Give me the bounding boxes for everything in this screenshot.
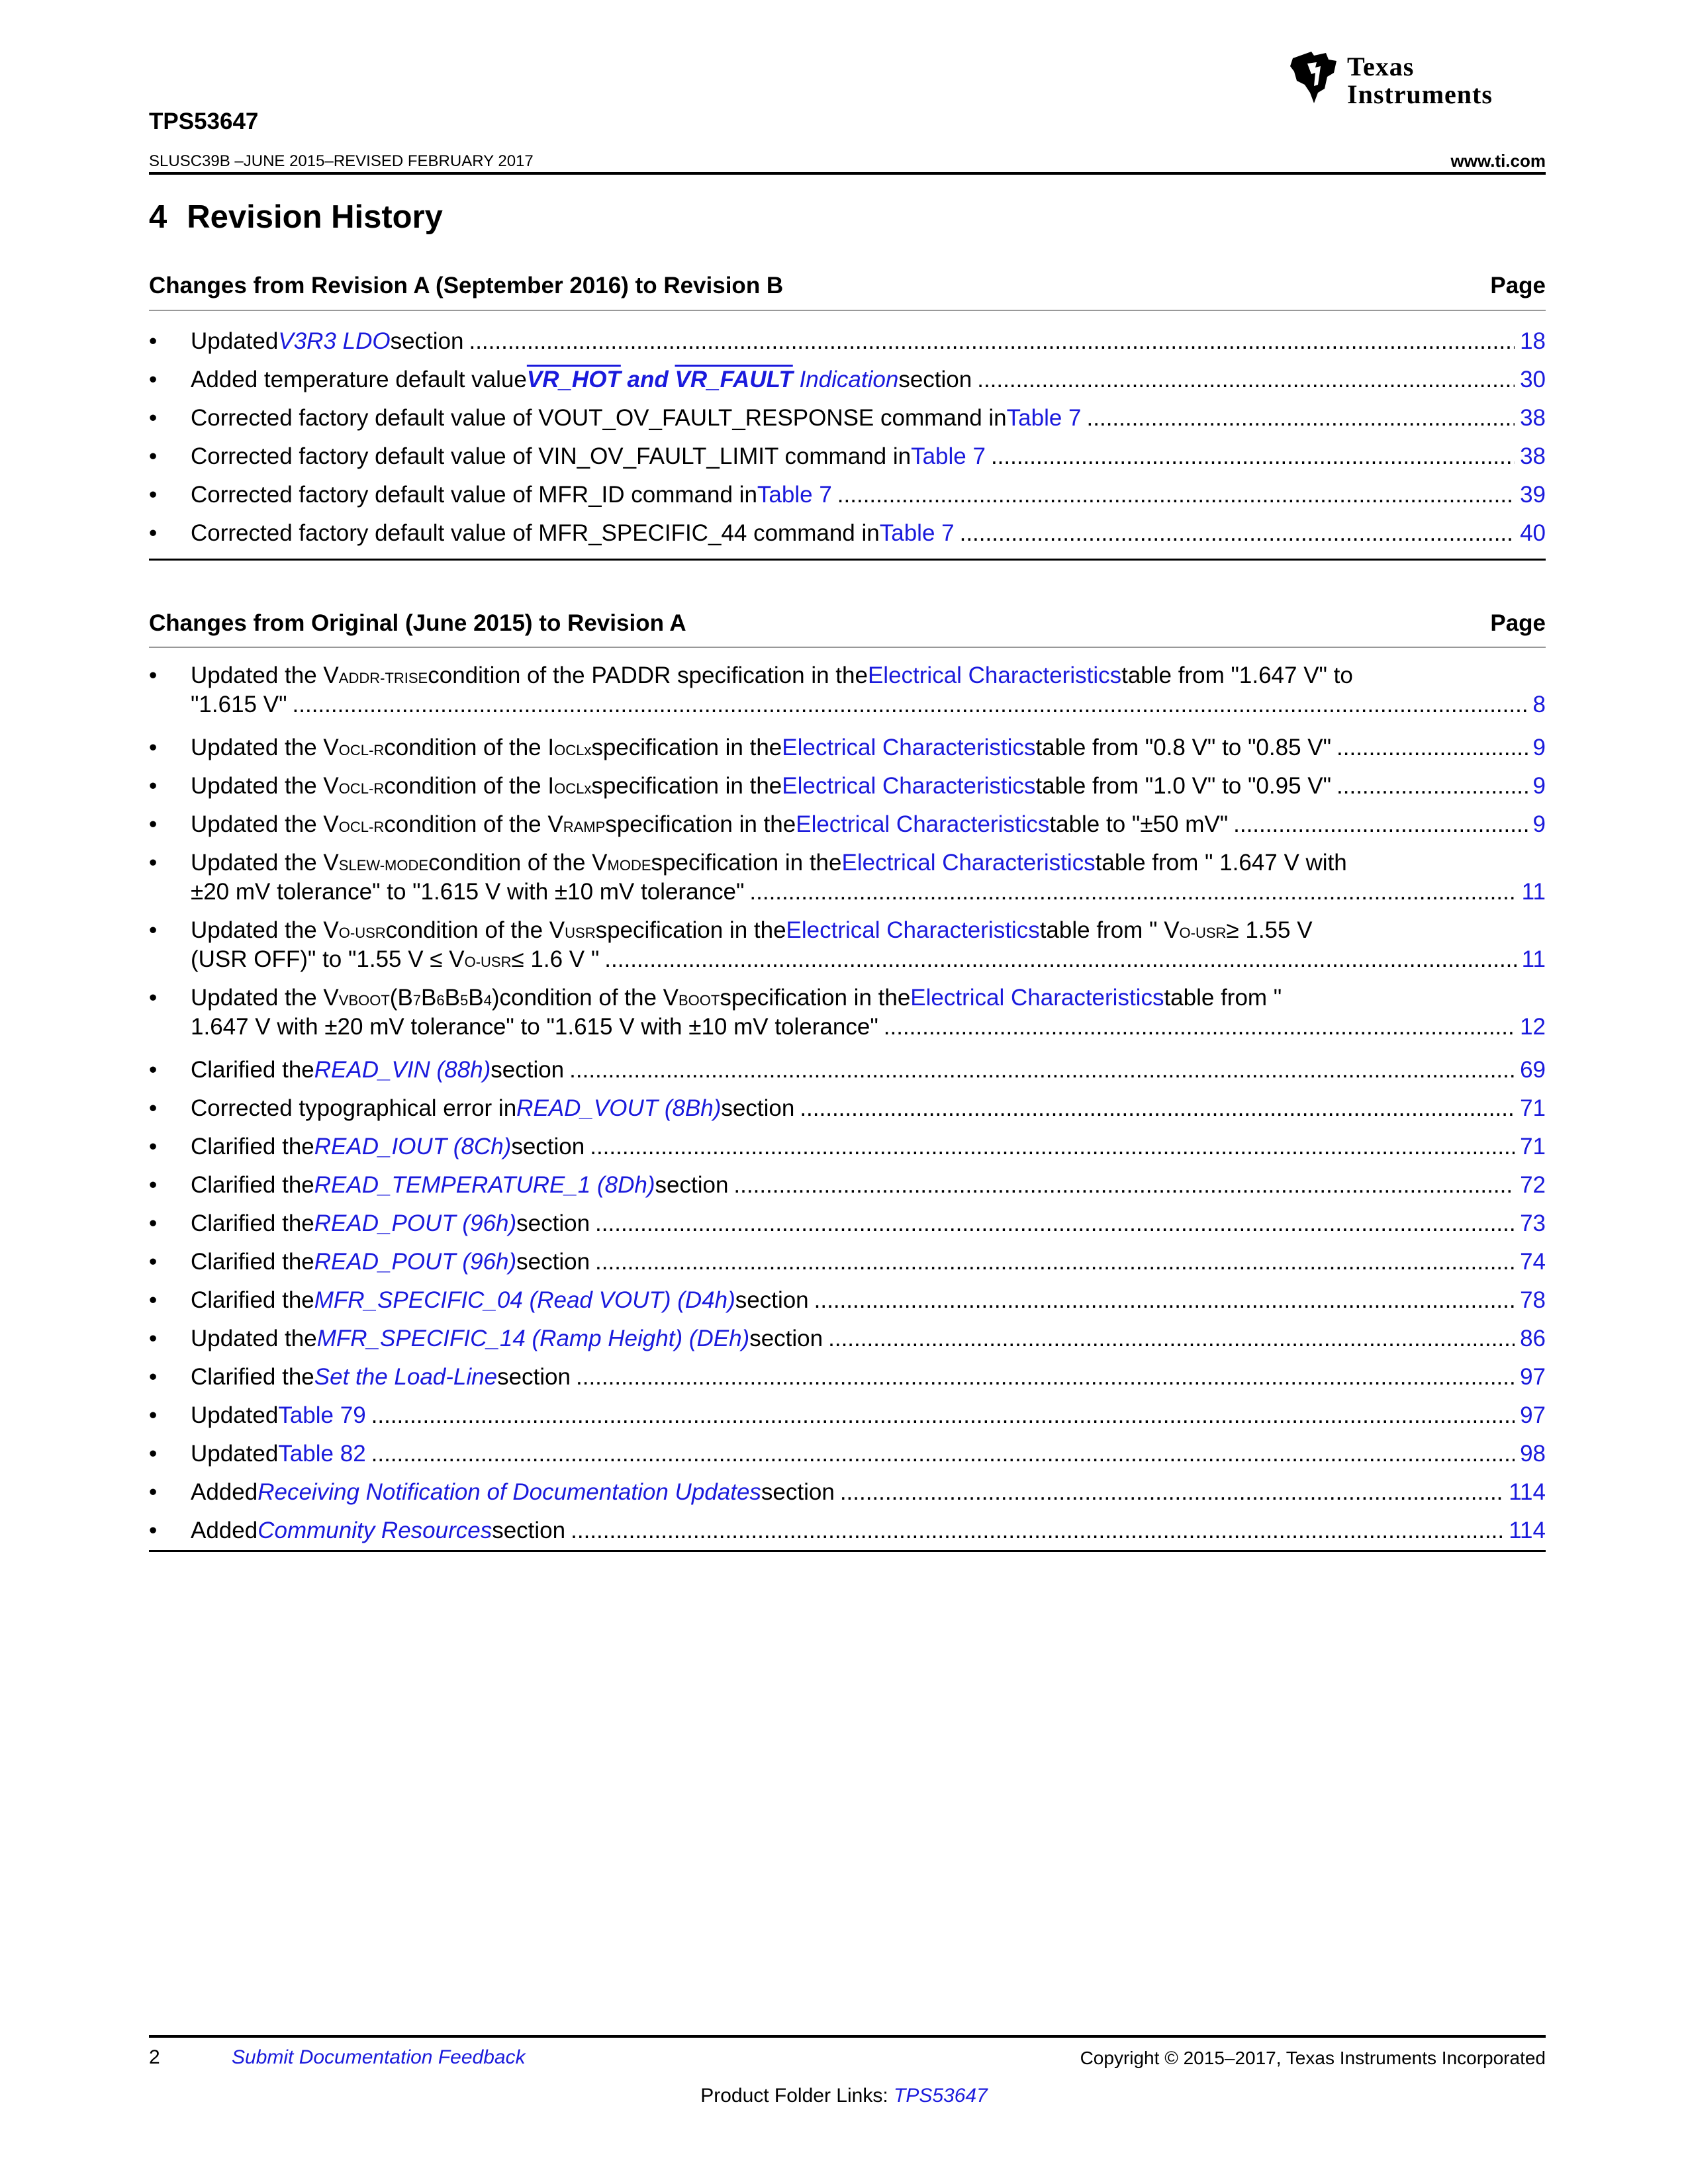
item-text: Clarified the [191,1249,314,1275]
bullet: • [149,735,158,760]
item-text: table to "±50 mV" [1049,811,1229,837]
item-text: Clarified the [191,1057,314,1083]
changes-b-page-label: Page [1490,273,1546,298]
item-text: section [497,1364,571,1390]
page-link[interactable]: 114 [1509,1518,1546,1543]
item-text: specification in the [595,917,786,943]
page-link[interactable]: 72 [1520,1172,1546,1198]
item-text: ±20 mV tolerance" to "1.615 V with ±10 mV tolerance" [191,879,745,905]
list-item [149,1243,1546,1281]
bullet: • [149,1326,158,1351]
item-link-part: VR_FAULT [675,367,793,392]
list-item [149,399,1546,437]
item-text: Clarified the [191,1172,314,1198]
list-item [149,1128,1546,1166]
item-text: section [516,1249,590,1275]
list-item [149,1089,1546,1128]
ti-logo [1288,46,1546,113]
item-text: condition of the PADDR specification in the [428,662,868,688]
list-item [149,1051,1546,1089]
changes-b-list [149,322,1546,553]
item-text: section [511,1134,585,1160]
item-link[interactable] [527,361,898,399]
item-text: Added temperature default value [191,367,527,392]
list-item [149,1358,1546,1396]
item-text: Added [191,1479,258,1505]
item-text: Updated [191,1441,279,1467]
bullet: • [149,1134,158,1160]
list-item: • Updated the V ADDR-TRISE condition of the PADDR specification in the Electrical Characteristics table from "1.647 V" to "1.615 V" ..... 8 [149,661,1546,719]
product-folder-links [0,2085,1688,2107]
list-item: • Updated the V SLEW-MODE condition of the V MODE specification in the Electrical Characteristics table from " 1.647 V with ±20 mV tolerance" to "1.615 V with ±10 mV tolerance" ..... 11 [149,848,1546,907]
item-text: table from " [1164,985,1282,1011]
item-link-part: and [620,367,675,392]
item-text: B [444,985,461,1011]
item-text: specification in the [605,811,796,837]
list-item [149,361,1546,399]
revision-line: SLUSC39B –JUNE 2015–REVISED FEBRUARY 2017 [149,152,534,170]
page-link[interactable]: 11 [1521,946,1546,972]
list-item: • Updated the V OCL-R condition of the I OCLx specification in the Electrical Characteristics table from "0.8 V" to "0.85 V" ..... 9 [149,729,1546,767]
list-item [149,1320,1546,1358]
item-link[interactable]: Table 7 [911,443,986,469]
bullet: • [149,1172,158,1198]
item-text: Clarified the [191,1134,314,1160]
item-link[interactable]: MFR_SPECIFIC_04 (Read VOUT) (D4h) [314,1287,735,1313]
list-item [149,1435,1546,1473]
item-link[interactable]: Set the Load-Line [314,1364,498,1390]
changes-b-heading [149,273,1546,299]
list-item [149,476,1546,514]
list-item [149,1396,1546,1435]
document-id: TPS53647 [149,109,259,134]
item-text: Updated the V [191,735,339,760]
item-text: table from " 1.647 V with [1095,850,1347,876]
list-item [149,437,1546,476]
item-link[interactable]: Table 7 [757,482,832,508]
item-text: Updated the V [191,811,339,837]
item-link[interactable]: Receiving Notification of Documentation Updates [258,1479,761,1505]
page-link[interactable]: 114 [1509,1479,1546,1505]
bullet: • [149,1441,158,1467]
item-text: Updated the V [191,662,339,688]
list-item [149,1205,1546,1243]
item-text: Corrected factory default value of MFR_SPECIFIC_44 command in [191,520,880,546]
section-title-text: Revision History [187,199,443,235]
item-text: Clarified the [191,1210,314,1236]
item-text: section [898,367,972,392]
item-text: condition of the I [384,735,555,760]
list-item [149,1473,1546,1512]
page-link[interactable]: 30 [1520,367,1546,392]
item-link[interactable]: Table 82 [278,1441,366,1467]
item-text: ≤ 1.6 V " [511,946,600,972]
list-item [149,1281,1546,1320]
bullet: • [149,917,158,943]
item-text: condition of the V [385,917,565,943]
bullet: • [149,443,158,469]
page-link[interactable]: 71 [1520,1134,1546,1160]
ti-logo-text [1347,53,1493,109]
item-text: section [655,1172,729,1198]
item-text: Corrected factory default value of MFR_ID command in [191,482,757,508]
item-text: Added [191,1518,258,1543]
list-item [149,1166,1546,1205]
item-text: Updated the V [191,850,339,876]
electrical-characteristics-link[interactable]: Electrical Characteristics [782,773,1036,799]
bullet: • [149,850,158,876]
page-link[interactable]: 40 [1520,520,1546,546]
page-link[interactable]: 39 [1520,482,1546,508]
website-link[interactable]: www.ti.com [1450,151,1546,171]
item-text: section [491,1057,565,1083]
page-link[interactable]: 78 [1520,1287,1546,1313]
changes-a-heading [149,610,1546,637]
item-text: B [421,985,437,1011]
list-item: • Updated the V O-USR condition of the V USR specification in the Electrical Characteristics table from " V O-USR ≥ 1.55 V (USR OFF)" to "1.55 V ≤ V O-USR ≤ 1.6 V " ..... 11 [149,916,1546,974]
bullet: • [149,482,158,508]
item-text: condition of the I [384,773,555,799]
list-item: • Updated the V OCL-R condition of the V RAMP specification in the Electrical Characteristics table to "±50 mV" ..... 9 [149,805,1546,844]
header-rule [149,172,1546,175]
item-text: specification in the [651,850,842,876]
list-item [149,1512,1546,1550]
page-link[interactable]: 69 [1520,1057,1546,1083]
page-link[interactable]: 11 [1521,879,1546,905]
page-link[interactable]: 97 [1520,1364,1546,1390]
feedback-link[interactable]: Submit Documentation Feedback [232,2046,526,2068]
page-link[interactable]: 98 [1520,1441,1546,1467]
item-text: specification in the [591,773,782,799]
item-text: (USR OFF)" to "1.55 V ≤ V [191,946,465,972]
bullet: • [149,328,158,354]
list-item [149,322,1546,361]
item-text: table from "1.647 V" to [1121,662,1353,688]
item-text: (B [389,985,413,1011]
item-text: Corrected factory default value of VIN_OV_FAULT_LIMIT command in [191,443,912,469]
bullet: • [149,405,158,431]
item-text: Corrected typographical error in [191,1095,517,1121]
item-text: ) [491,985,500,1011]
page-link[interactable]: 38 [1520,405,1546,431]
item-link[interactable]: Table 7 [1006,405,1082,431]
item-text: 1.647 V with ±20 mV tolerance" to "1.615 V with ±10 mV tolerance" [191,1014,878,1040]
item-text: condition of the V [384,811,563,837]
item-link[interactable]: V3R3 LDO [278,328,391,354]
electrical-characteristics-link[interactable]: Electrical Characteristics [796,811,1050,837]
item-text: section [761,1479,835,1505]
electrical-characteristics-link[interactable]: Electrical Characteristics [841,850,1096,876]
page-link[interactable]: 73 [1520,1210,1546,1236]
item-link-part: Indication [792,367,899,392]
bullet: • [149,1518,158,1543]
item-text: Updated the [191,1326,317,1351]
bullet: • [149,1402,158,1428]
changes-a-page-label: Page [1490,610,1546,636]
bullet: • [149,520,158,546]
product-folder-label: Product Folder Links: [700,2085,894,2107]
item-text: table from "0.8 V" to "0.85 V" [1035,735,1332,760]
changes-a-bottom-rule [149,1550,1546,1552]
page-link[interactable]: 9 [1532,773,1546,799]
item-link[interactable]: Community Resources [258,1518,492,1543]
item-link[interactable]: Table 7 [879,520,955,546]
bullet: • [149,662,158,688]
item-link[interactable]: READ_POUT (96h) [314,1210,517,1236]
item-text: B [468,985,484,1011]
item-text: section [721,1095,795,1121]
item-text: ≥ 1.55 V [1226,917,1313,943]
item-link[interactable]: READ_POUT (96h) [314,1249,517,1275]
bullet: • [149,367,158,392]
footer-rule [149,2035,1546,2038]
electrical-characteristics-link[interactable]: Electrical Characteristics [782,735,1036,760]
item-text: section [390,328,464,354]
electrical-characteristics-link[interactable]: Electrical Characteristics [786,917,1040,943]
item-text: Updated [191,1402,279,1428]
changes-a-heading-text: Changes from Original (June 2015) to Revision A [149,610,686,636]
bullet: • [149,1057,158,1083]
page-link[interactable]: 12 [1520,1014,1546,1040]
item-text: section [516,1210,590,1236]
section-title [149,199,443,236]
changes-b-heading-text: Changes from Revision A (September 2016) to Revision B [149,273,784,298]
page-link[interactable]: 9 [1532,735,1546,760]
product-folder-link[interactable]: TPS53647 [894,2085,988,2107]
bullet: • [149,1210,158,1236]
list-item [149,514,1546,553]
item-text: specification in the [591,735,782,760]
bullet: • [149,1364,158,1390]
item-text: condition of the V [428,850,608,876]
item-text: Clarified the [191,1287,314,1313]
bullet: • [149,1287,158,1313]
bullet: • [149,811,158,837]
item-text: specification in the [720,985,911,1011]
item-link[interactable]: READ_IOUT (8Ch) [314,1134,512,1160]
changes-b-bottom-rule [149,559,1546,561]
electrical-characteristics-link[interactable]: Electrical Characteristics [910,985,1164,1011]
item-link[interactable]: MFR_SPECIFIC_14 (Ramp Height) (DEh) [316,1326,750,1351]
item-text: section [749,1326,823,1351]
bullet: • [149,1095,158,1121]
ti-logo-icon [1288,46,1340,106]
item-text: "1.615 V" [191,692,287,717]
changes-a-top-rule [149,647,1546,648]
item-link[interactable]: Table 79 [278,1402,366,1428]
list-item: • Updated the V VBOOT (B 7 B 6 B 5 B 4 ) condition of the V BOOT specification in the Electrical Characteristics table from " 1.647 V with ±20 mV tolerance" to "1.615 V with ±10 mV tolerance" ..... 12 [149,983,1546,1042]
item-text: Updated the V [191,773,339,799]
item-text: Updated [191,328,279,354]
changes-b-top-rule [149,310,1546,311]
changes-a-list [149,661,1546,1550]
page-link[interactable]: 86 [1520,1326,1546,1351]
page-link[interactable]: 18 [1520,328,1546,354]
item-text: Clarified the [191,1364,314,1390]
electrical-characteristics-link[interactable]: Electrical Characteristics [867,662,1122,688]
page-link[interactable]: 71 [1520,1095,1546,1121]
item-text: table from " V [1039,917,1180,943]
item-text: section [492,1518,566,1543]
item-link[interactable]: READ_VIN (88h) [314,1057,491,1083]
item-link[interactable]: READ_VOUT (8Bh) [516,1095,722,1121]
bullet: • [149,1249,158,1275]
item-text: section [735,1287,809,1313]
copyright: Copyright © 2015–2017, Texas Instruments Incorporated [1080,2048,1546,2068]
page-link[interactable]: 8 [1532,692,1546,717]
item-text: table from "1.0 V" to "0.95 V" [1035,773,1332,799]
page-link[interactable]: 38 [1520,443,1546,469]
section-number: 4 [149,199,167,235]
logo-line-2: Instruments [1347,79,1493,109]
list-item: • Updated the V OCL-R condition of the I OCLx specification in the Electrical Characteristics table from "1.0 V" to "0.95 V" ..... 9 [149,767,1546,805]
item-text: Updated the V [191,917,339,943]
bullet: • [149,1479,158,1505]
item-text: condition of the V [499,985,679,1011]
item-link-part: VR_HOT [526,367,621,392]
bullet: • [149,773,158,799]
page-link[interactable]: 97 [1520,1402,1546,1428]
simple-items [149,1051,1546,1550]
logo-line-1: Texas [1347,52,1415,81]
page-link[interactable]: 74 [1520,1249,1546,1275]
page-number: 2 [149,2046,160,2068]
page-link[interactable]: 9 [1532,811,1546,837]
bullet: • [149,985,158,1011]
item-link[interactable]: READ_TEMPERATURE_1 (8Dh) [314,1172,655,1198]
item-text: Corrected factory default value of VOUT_OV_FAULT_RESPONSE command in [191,405,1007,431]
item-text: Updated the V [191,985,339,1011]
